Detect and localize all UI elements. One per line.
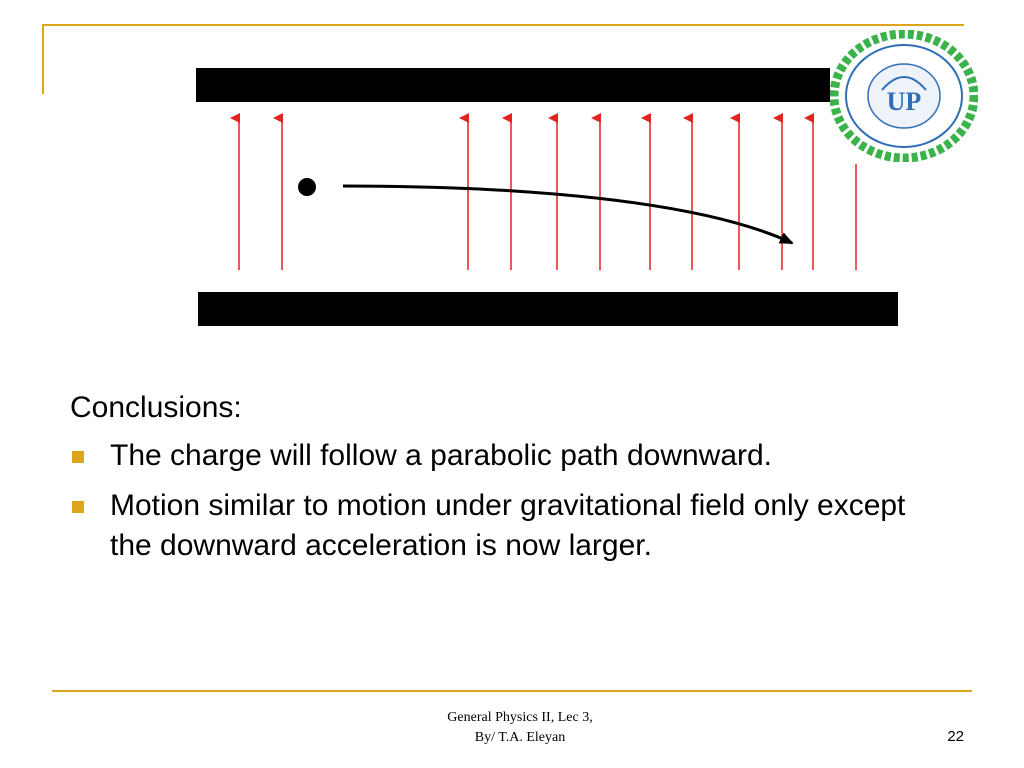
conclusions-heading: Conclusions: [70,391,242,424]
footer-credit [380,708,660,748]
list-item [70,436,950,476]
square-bullet-icon [72,501,84,513]
list-item [70,486,950,566]
parabolic-path-arrow [343,186,792,243]
page-number: 22 [947,728,964,745]
top-plate [196,68,830,102]
bullet-text: The charge will follow a parabolic path downward. [110,439,773,472]
slide-content [70,386,950,576]
bullet-text: Motion similar to motion under gravitational field only except the downward acceleration is now larger. [110,489,906,562]
conclusions-list [70,436,950,566]
footer-course: General Physics II, Lec 3, [447,710,593,725]
bottom-plate [198,292,898,326]
square-bullet-icon [72,451,84,463]
university-logo [830,30,978,162]
footer-divider [52,690,972,692]
footer-author: By/ T.A. Eleyan [474,730,566,745]
point-charge [298,178,316,196]
logo-initials: UP [886,87,922,116]
